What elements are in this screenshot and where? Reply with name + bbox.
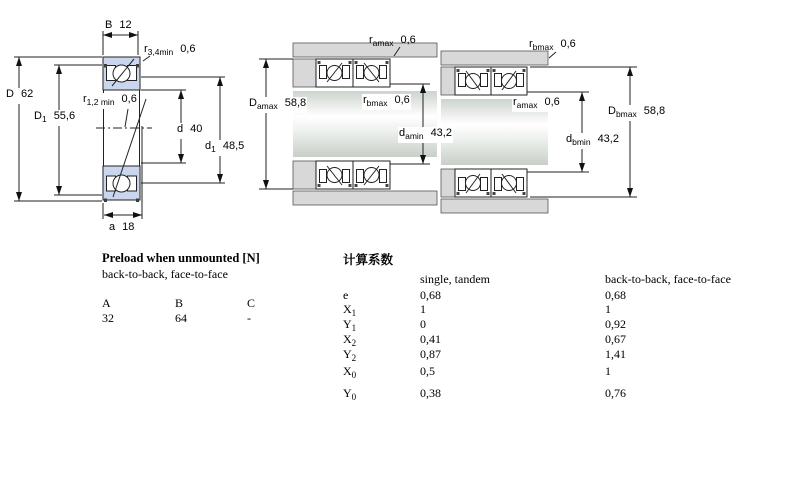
dim-label-Damax: $D_{amax}$ 58,8 (249, 97, 307, 111)
factors-row-x0: $X_0$ 0,5 1 (343, 364, 611, 380)
dim-label-B: B 12 (105, 19, 132, 31)
preload-value-a: 32 (102, 311, 114, 325)
preload-value-b: 64 (175, 311, 187, 325)
factors-row-y0: $Y_0$ 0,38 0,76 (343, 386, 626, 402)
dim-label-dbmin: $d_{bmin}$ 43,2 (566, 133, 619, 147)
factors-row-x1: $X_1$ 1 1 (343, 302, 611, 318)
dim-label-D: D 62 (5, 88, 34, 104)
dim-label-r34min: $r_{3,4min}$ 0,6 (144, 43, 196, 57)
factors-row-y1: $Y_1$ 0 0,92 (343, 317, 626, 333)
factors-row-x2: $X_2$ 0,41 0,67 (343, 332, 626, 348)
dim-label-D1: $D_1$ 55,6 (34, 110, 76, 124)
pair-back-to-back-diagram (259, 43, 437, 205)
housing-block (293, 191, 437, 205)
preload-table-title: Preload when unmounted [N] (102, 251, 260, 265)
factors-col-header-back-to-back: back-to-back, face-to-face (605, 272, 731, 286)
preload-value-c: - (247, 311, 251, 325)
dim-label-damin: $d_{amin}$ 43,2 (399, 127, 452, 141)
dim-label-a: a 18 (109, 221, 135, 233)
preload-table-subtitle: back-to-back, face-to-face (102, 267, 228, 281)
preload-header-c: C (247, 296, 256, 310)
dim-label-ramax: $r_{amax}$ 0,6 (369, 34, 416, 48)
factors-col-header-single-tandem: single, tandem (420, 272, 490, 286)
dim-label-d: d 40 (176, 123, 203, 139)
dim-label-ramax-b: $r_{amax}$ 0,6 (513, 96, 560, 110)
dim-label-Dbmax: $D_{bmax}$ 58,8 (608, 105, 666, 119)
dim-label-r12min: $r_{1,2 min}$ 0,6 (83, 93, 137, 107)
pair-face-to-face-diagram (441, 51, 637, 213)
housing-block (441, 199, 548, 213)
dim-label-rbmax-b: $r_{bmax}$ 0,6 (529, 38, 576, 52)
factors-row-e: e 0,68 0,68 (343, 288, 626, 302)
dim-label-d1: $d_1$ 48,5 (205, 140, 245, 154)
factors-table-title: 计算系数 (343, 253, 394, 267)
preload-header-b: B (175, 296, 184, 310)
preload-header-a: A (102, 296, 111, 310)
dim-label-rbmax: $r_{bmax}$ 0,6 (363, 94, 410, 108)
factors-row-y2: $Y_2$ 0,87 1,41 (343, 347, 626, 363)
